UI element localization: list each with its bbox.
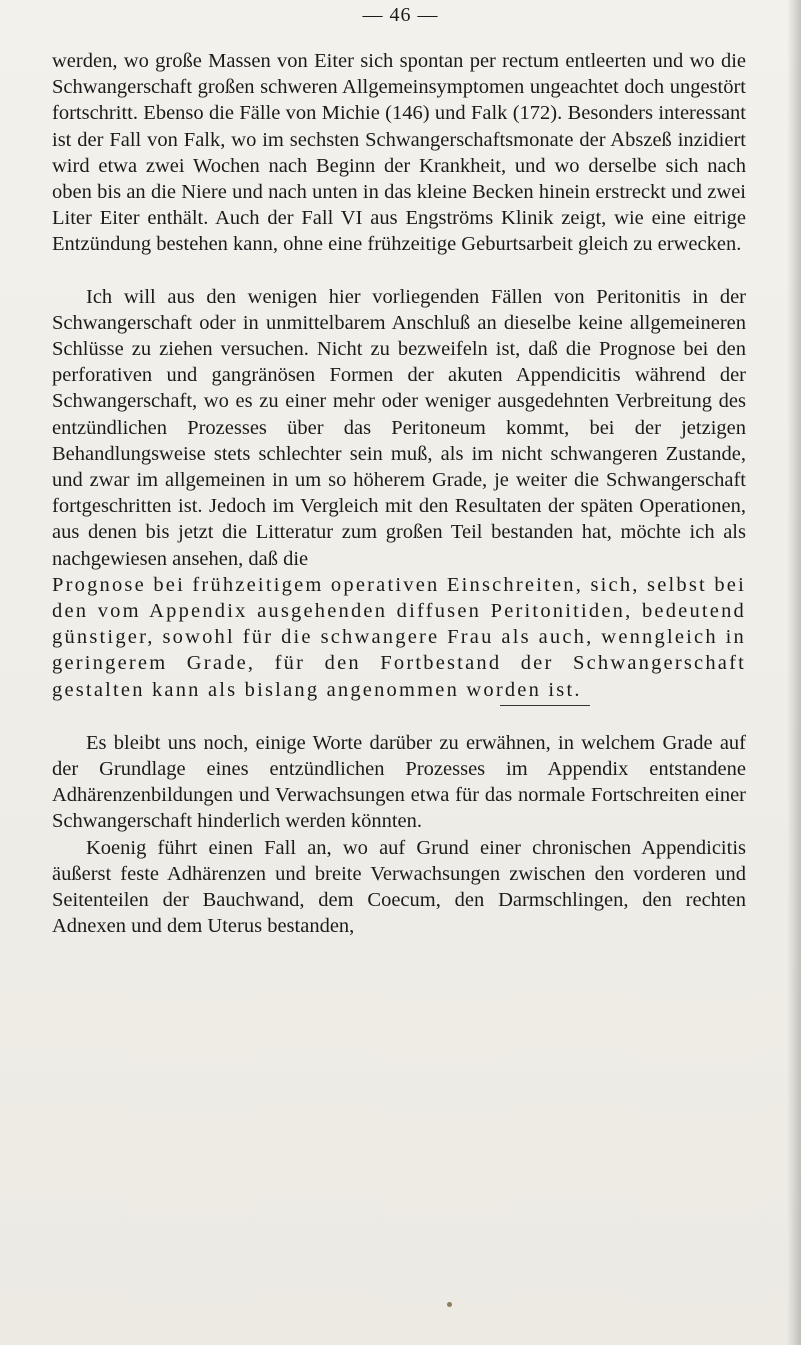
page-number-header: — 46 —	[362, 4, 439, 26]
paragraph-peritonitis-prognosis: Ich will aus den wenigen hier vorliegenden Fällen von Peritonitis in der Schwangerschaft oder in unmittelbarem Anschluß an dieselbe keine allgemeineren Schlüsse zu ziehen versuchen. Nicht zu bezweifeln ist, daß die Prognose bei den perforativen und gangränösen Formen der akuten Appendicitis während der Schwangerschaft, wo es zu einer mehr oder weniger ausgedehnten Verbreitung des entzündlichen Prozesses über das Peritoneum kommt, bei der jetzigen Behandlungsweise stets schlechter sein muß, als im nicht schwangeren Zustande, und zwar im allgemeinen in um so höherem Grade, je weiter die Schwangerschaft fortgeschritten ist. Jedoch im Vergleich mit den Resultaten der späten Operationen, aus denen bis jetzt die Litteratur zum großen Teil bestanden hat, möchte ich als nachgewiesen ansehen, daß die	[52, 285, 746, 570]
paragraph-koenig-case: Koenig führt einen Fall an, wo auf Grund einer chronischen Appendicitis äußerst feste Adhärenzen und breite Verwachsungen zwischen den vorderen und Seitenteilen der Bauchwand, dem Coecum, den Darmschlingen, den rechten Adnexen und dem Uterus bestanden,	[52, 836, 746, 938]
ink-dot	[447, 1302, 452, 1307]
paragraph-adhesions: Es bleibt uns noch, einige Worte darüber zu erwähnen, in welchem Grade auf der Grundlage eines entzündlichen Prozesses im Appendix entstandene Adhärenzenbildungen und Verwachsungen etwa für das normale Fortschreiten einer Schwangerschaft hinderlich werden könnten.	[52, 731, 746, 833]
paragraph-spaced-conclusion: Prognose bei frühzeitigem operativen Einschreiten, sich, selbst bei den vom Appendix ausgehenden diffusen Peritonitiden, bedeutend günstiger, sowohl für die schwangere Frau als auch, wenngleich in geringerem Grade, für den Fortbestand der Schwangerschaft gestalten kann als bislang angenommen worden ist.	[52, 573, 746, 701]
paragraph-abscess-cases: werden, wo große Massen von Eiter sich spontan per rectum entleerten und wo die Schwangerschaft großen schweren Allgemeinsymptomen ungeachtet doch ungestört fortschritt. Ebenso die Fälle von Michie (146) und Falk (172). Besonders interessant ist der Fall von Falk, wo im sechsten Schwangerschaftsmonate der Abszeß inzidiert wird etwa zwei Wochen nach Beginn der Krankheit, und wo derselbe sich nach oben bis an die Niere und nach unten in das kleine Becken hinein erstreckt und zwei Liter Eiter enthält. Auch der Fall VI aus Engströms Klinik zeigt, wie eine eitrige Entzündung bestehen kann, ohne eine frühzeitige Geburtsarbeit gleich zu erwecken.	[52, 50, 746, 256]
body-text	[52, 48, 746, 940]
paragraph-gap	[52, 258, 746, 284]
section-rule	[500, 705, 590, 706]
page-edge-shadow	[787, 0, 801, 1345]
